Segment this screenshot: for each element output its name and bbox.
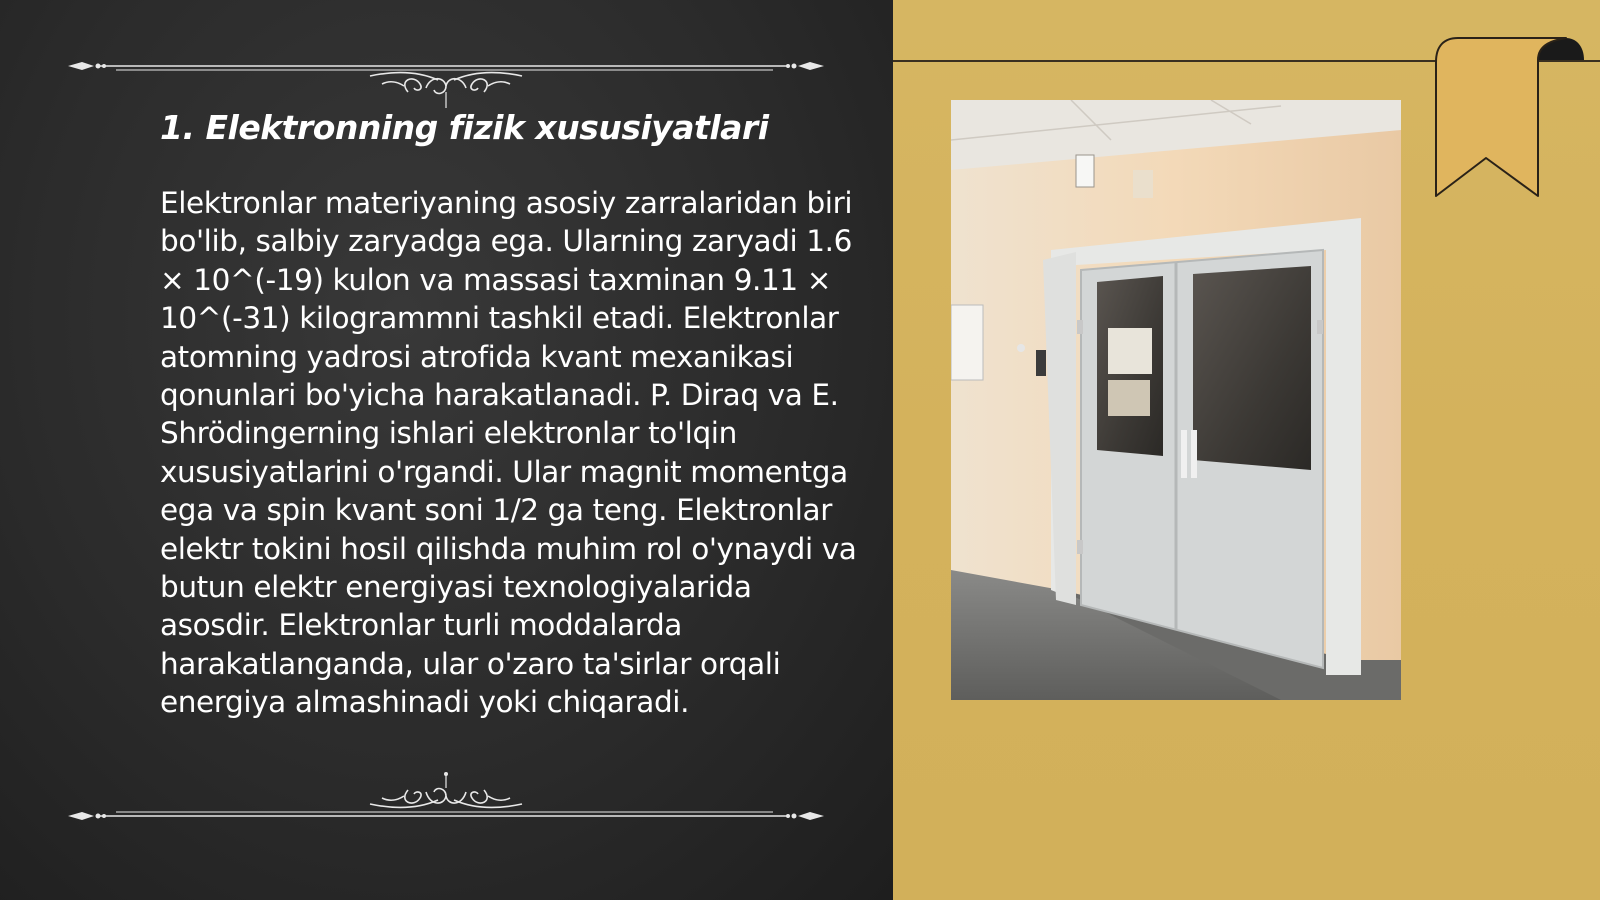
- slide-body-text: Elektronlar materiyaning asosiy zarralaridan biri bo'lib, salbiy zaryadga ega. Ularning zaryadi 1.6 × 10^(-19) kulon va massasi taxminan 9.11 × 10^(-31) kilogrammni tashkil etadi. Elektronlar atomning yadrosi atrofida kvant mexanikasi qonunlari bo'yicha harakatlanadi. P. Diraq va E. Shrödingerning ishlari elektronlar to'lqin xususiyatlarini o'rgandi. Ular magnit momentga ega va spin kvant soni 1/2 ga teng. Elektronlar elektr tokini hosil qilishda muhim rol o'ynaydi va butun elektr energiyasi texnologiyalarida asosdir. Elektronlar turli moddalarda harakatlanganda, ular o'zaro ta'sirlar orqali energiya almashinadi yoki chiqaradi.: [160, 186, 857, 720]
- corridor-door-photo: [951, 100, 1401, 700]
- slide-title: 1. Elektronning fizik xususiyatlari: [160, 108, 769, 147]
- bookmark-ribbon: [1434, 36, 1584, 202]
- top-ornament-divider: [68, 52, 824, 112]
- bottom-ornament-divider: [68, 770, 824, 830]
